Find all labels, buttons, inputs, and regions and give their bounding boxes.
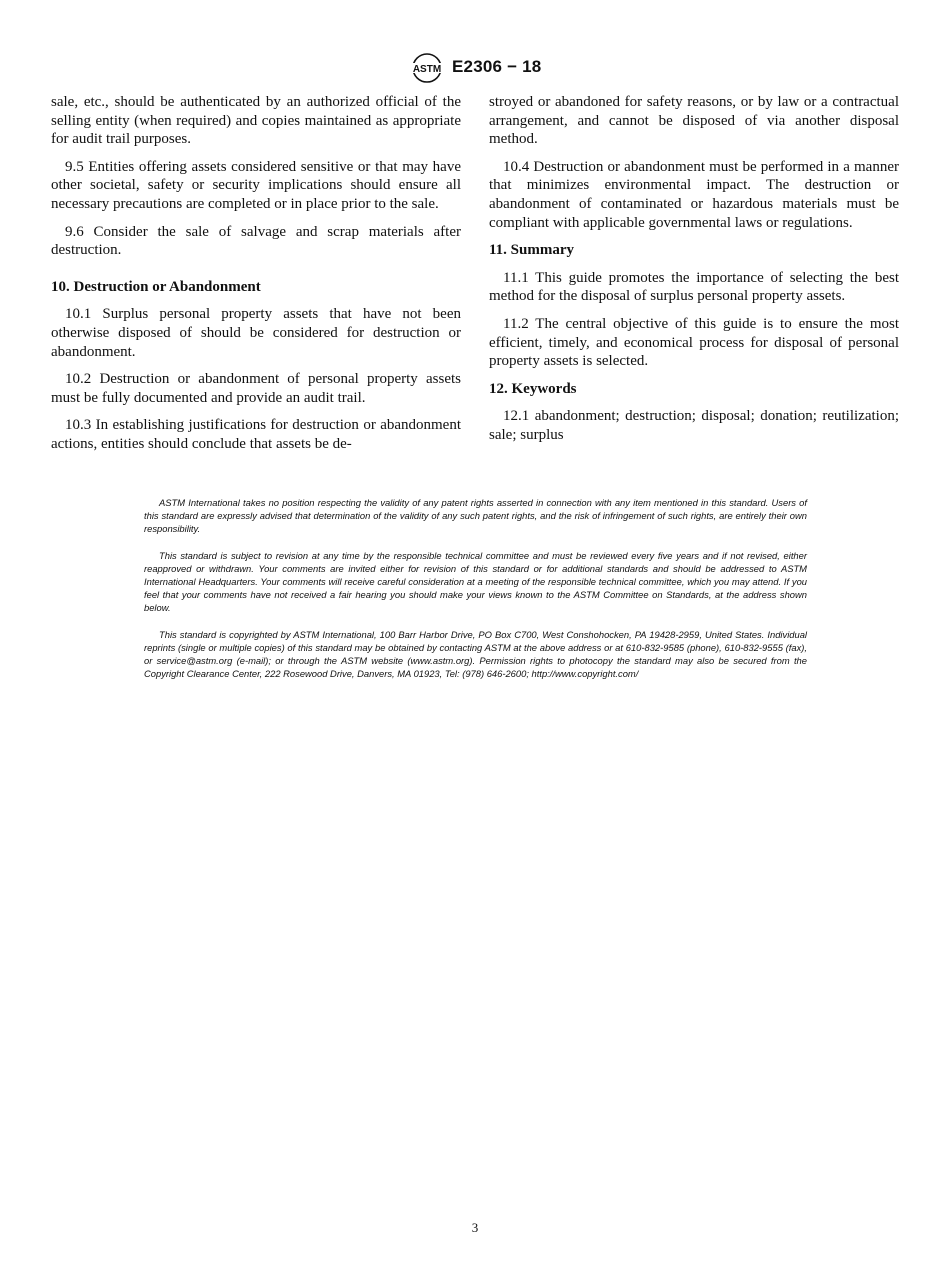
page-number: 3 (471, 1220, 479, 1235)
paragraph-10-4: 10.4 Destruction or abandonment must be performed in a manner that minimizes environmental impact. The destruction or abandonment of contaminated or hazardous materials must be compliant with applicable governmental laws or regulations. (489, 158, 899, 231)
page-header (0, 52, 950, 84)
paragraph-10-3: 10.3 In establishing justifications for destruction or abandonment actions, entities should conclude that assets be de- (51, 417, 461, 452)
legal-notices (144, 496, 807, 693)
right-column (489, 93, 899, 454)
left-column (51, 93, 461, 463)
paragraph-9-6: 9.6 Consider the sale of salvage and scrap materials after destruction. (51, 223, 461, 259)
patent-notice: ASTM International takes no position respecting the validity of any patent rights asserted in connection with any item mentioned in this standard. Users of this standard are expressly advised that determination of the validity of any such patent rights, and the risk of infringement of such rights, are entirely their own responsibility. (144, 497, 807, 535)
paragraph-11-1: 11.1 This guide promotes the importance of selecting the best method for the disposal of surplus personal property assets. (489, 269, 899, 305)
paragraph-continuation: stroyed or abandoned for safety reasons, or by law or a contractual arrangement, and cannot be disposed of via another disposal method. (489, 94, 899, 148)
copyright-notice: This standard is copyrighted by ASTM International, 100 Barr Harbor Drive, PO Box C700, West Conshohocken, PA 19428-2959, United States. Individual reprints (single or multiple copies) of this standard may be obtained by contacting ASTM at the above address or at 610-832-9585 (phone), 610-832-9555 (fax), or service@astm.org (e-mail); or through the ASTM website (www.astm.org). Permission rights to photocopy the standard may also be secured from the Copyright Clearance Center, 222 Rosewood Drive, Danvers, MA 01923, Tel: (978) 646-2600; http://www.copyright.com/ (144, 628, 807, 680)
section-heading-11: 11. Summary (489, 242, 575, 259)
paragraph-continuation: sale, etc., should be authenticated by an authorized official of the selling entity (when required) and copies maintained as appropriate for audit trail purposes. (51, 94, 461, 148)
paragraph-11-2: 11.2 The central objective of this guide is to ensure the most efficient, timely, and economical process for disposal of personal property assets is selected. (489, 315, 899, 370)
paragraph-9-5: 9.5 Entities offering assets considered sensitive or that may have other societal, safety or security implications should ensure all necessary precautions are completed or in place prior to the sale. (51, 158, 461, 212)
section-heading-12: 12. Keywords (489, 380, 577, 397)
paragraph-12-1: 12.1 abandonment; destruction; disposal; donation; reutilization; sale; surplus (489, 408, 899, 443)
paragraph-10-1: 10.1 Surplus personal property assets that have not been otherwise disposed of should be considered for destruction or abandonment. (51, 306, 461, 360)
paragraph-10-2: 10.2 Destruction or abandonment of personal property assets must be fully documented and provide an audit trail. (51, 371, 461, 406)
revision-notice: This standard is subject to revision at any time by the responsible technical committee and must be reviewed every five years and if not revised, either reapproved or withdrawn. Your comments are invited either for revision of this standard or for additional standards and should be addressed to ASTM International Headquarters. Your comments will receive careful consideration at a meeting of the responsible technical committee, which you may attend. If you feel that your comments have not received a fair hearing you should make your views known to the ASTM Committee on Standards, at the address shown below. (144, 549, 807, 614)
astm-logo-icon (408, 52, 446, 84)
section-heading-10: 10. Destruction or Abandonment (51, 278, 261, 295)
standard-designation: E2306 − 18 (452, 57, 542, 76)
svg-text:ASTM: ASTM (412, 64, 442, 75)
